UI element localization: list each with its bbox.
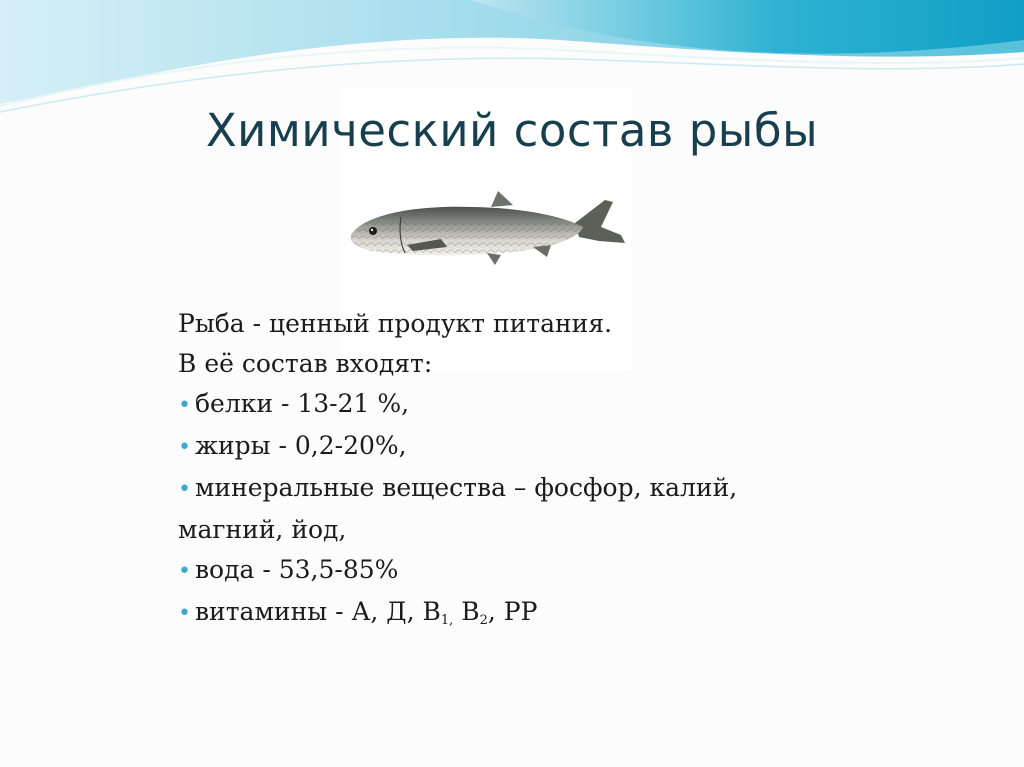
slide-title: Химический состав рыбы: [205, 104, 819, 157]
bullet-icon: •: [178, 477, 191, 502]
list-item-vitamins: • витамины - А, Д, $В_{1,}$ $В_2$, РР: [178, 597, 538, 628]
bullet-icon: •: [178, 393, 191, 418]
bullet-icon: •: [178, 601, 191, 626]
list-item-proteins: • белки - 13-21 %,: [178, 389, 410, 418]
intro-line-1: Рыба - ценный продукт питания.: [178, 309, 613, 338]
list-item-water: • вода - 53,5-85%: [178, 555, 399, 584]
intro-line-2: В её состав входят:: [178, 349, 433, 378]
list-item-minerals-continuation: магний, йод,: [178, 515, 347, 544]
list-item-minerals: • минеральные вещества – фосфор, калий,: [178, 473, 738, 502]
body-text: [178, 304, 878, 634]
bullet-icon: •: [178, 435, 191, 460]
list-item-fats: • жиры - 0,2-20%,: [178, 431, 407, 460]
fish-image: [343, 183, 628, 273]
bullet-icon: •: [178, 559, 191, 584]
